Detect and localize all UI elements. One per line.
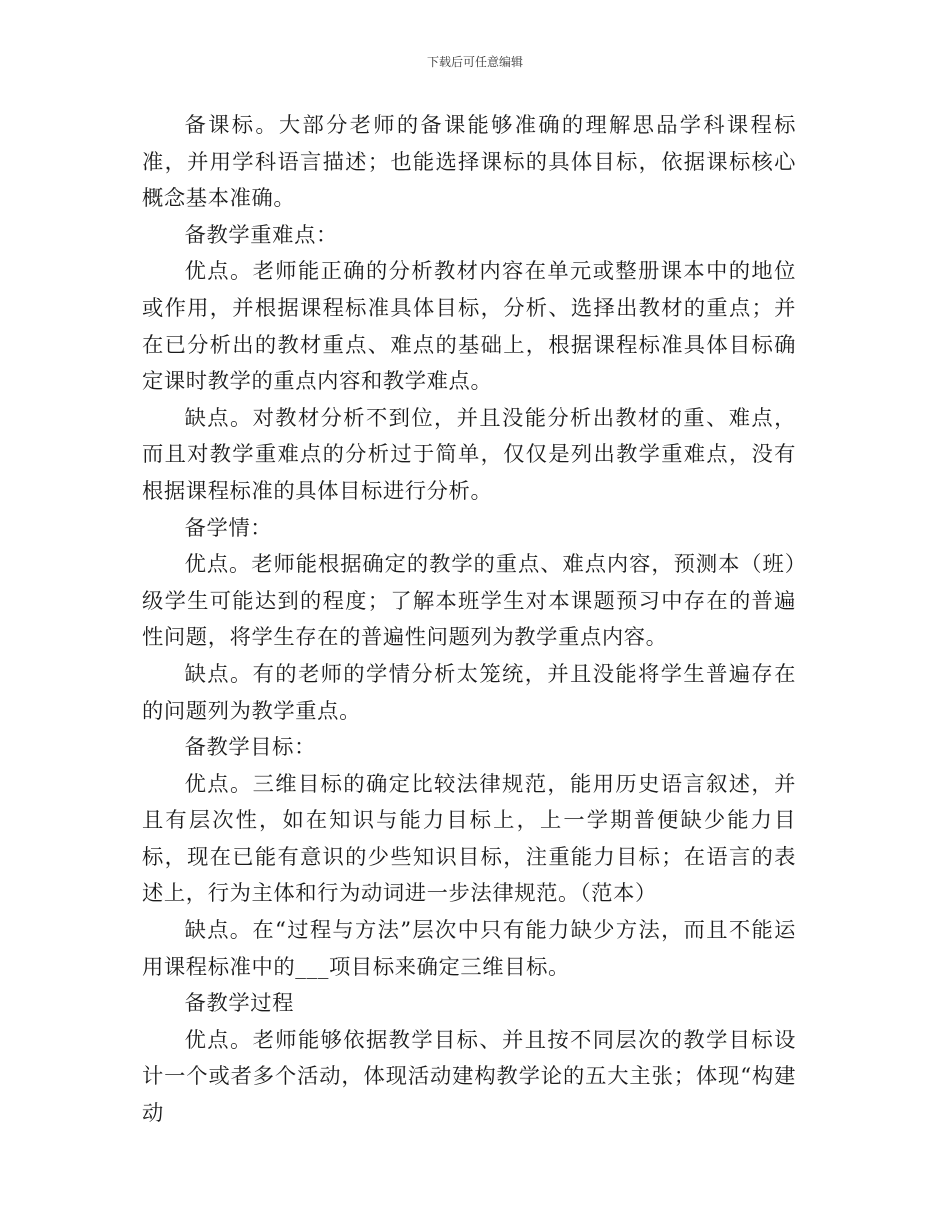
paragraph-objectives-shortcomings: 缺点。在“过程与方法”层次中只有能力缺少方法，而且不能运用课程标准中的___项目标来确定三维目标。 <box>142 918 796 980</box>
paragraph-objectives-advantages: 优点。三维目标的确定比较法律规范，能用历史语言叙述，并且有层次性，如在知识与能力目标上，上一学期普便缺少能力目标，现在已能有意识的少些知识目标，注重能力目标；在语言的表述上，行为主体和行为动词进一步法律规范。（范本） <box>142 771 796 907</box>
heading-student-situation: 备学情： <box>184 515 273 541</box>
document-body <box>142 108 796 1133</box>
heading-teaching-key-difficult-points: 备教学重难点： <box>184 222 338 248</box>
paragraph-process-advantages: 优点。老师能够依据教学目标、并且按不同层次的教学目标设计一个或者多个活动，体现活动建构教学论的五大主张；体现“构建动 <box>142 1027 796 1127</box>
paragraph-student-situation-advantages: 优点。老师能根据确定的教学的重点、难点内容，预测本（班）级学生可能达到的程度；了解本班学生对本课题预习中存在的普遍性问题，将学生存在的普遍性问题列为教学重点内容。 <box>142 552 796 651</box>
heading-teaching-process: 备教学过程 <box>184 991 295 1017</box>
page-header: 下载后可任意编辑 <box>426 55 523 69</box>
heading-teaching-objectives: 备教学目标： <box>184 735 316 761</box>
paragraph-preparing-curriculum-standard: 备课标。大部分老师的备课能够准确的理解思品学科课程标准，并用学科语言描述；也能选择课标的具体目标，依据课标核心概念基本准确。 <box>142 113 796 212</box>
paragraph-key-points-advantages: 优点。老师能正确的分析教材内容在单元或整册课本中的地位或作用，并根据课程标准具体目标，分析、选择出教材的重点；并在已分析出的教材重点、难点的基础上，根据课程标准具体目标确定课时教学的重点内容和教学难点。 <box>142 259 796 395</box>
paragraph-key-points-shortcomings: 缺点。对教材分析不到位，并且没能分析出教材的重、难点，而且对教学重难点的分析过于简单，仅仅是列出教学重难点，没有根据课程标准的具体目标进行分析。 <box>142 405 796 504</box>
paragraph-student-situation-shortcomings: 缺点。有的老师的学情分析太笼统，并且没能将学生普遍存在的问题列为教学重点。 <box>142 661 796 724</box>
